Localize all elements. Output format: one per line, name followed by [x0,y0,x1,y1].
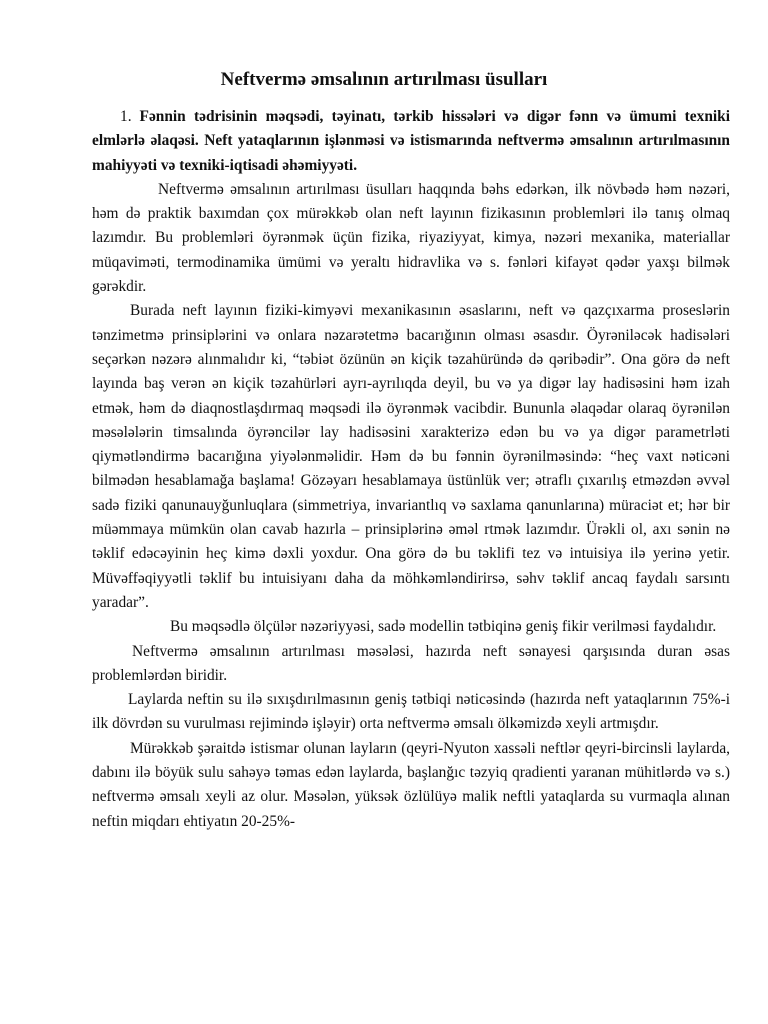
paragraph: Neftvermə əmsalının artırılması məsələsi, hazırda neft sənayesi qarşısında duran əsas problemlərdən biridir. [92,642,730,684]
paragraph: Laylarda neftin su ilə sıxışdırılmasının geniş tətbiqi nəticəsində (hazırda neft yataqlarının 75%-i ilk dövrdən su vurulması rejimində işləyir) orta neftvermə əmsalı ölkəmizdə xeyli artmışdır. [92,691,730,733]
section-number: 1. [120,108,132,125]
paragraph: Neftvermə əmsalının artırılması üsulları haqqında bəhs edərkən, ilk növbədə həm nəzəri, həm də praktik baxımdan çox mürəkkəb olan neft layının fizikasının problemləri ilə tanış olmaq lazımdır. Bu problemləri öyrənmək üçün fizika, riyaziyyat, kimya, nəzəri mexanika, materiallar müqaviməti, termodinamika ümümi və yeraltı hidravlika və s. fənləri kifayət qədər yaxşı bilmək gərəkdir. [92,180,730,296]
section-heading [92,105,730,178]
paragraph: Mürəkkəb şəraitdə istismar olunan layların (qeyri-Nyuton xassəli neftlər qeyri-bircinsli laylarda, dabını ilə böyük sulu sahəyə təmas edən laylarda, başlanğıc təzyiq qradienti yaranan mühitlərdə və s.) neftvermə əmsalı xeyli az olur. Məsələn, yüksək özlülüyə malik neftli yataqlarda su vurmaqla alınan neftin miqdarı ehtiyatın 20-25%- [92,739,730,830]
section-heading-text: Fənnin tədrisinin məqsədi, təyinatı, tərkib hissələri və digər fənn və ümumi texniki elmlərlə əlaqəsi. Neft yataqlarının işlənməsi və istismarında neftvermə əmsalının artırılmasının mahiyyəti və texniki-iqtisadi əhəmiyyəti. [92,108,730,174]
paragraph: Bu məqsədlə ölçülər nəzəriyyəsi, sadə modellin tətbiqinə geniş fikir verilməsi faydalıdır. [170,618,717,636]
page-title: Neftvermə əmsalının artırılması üsulları [220,69,548,90]
document-body [92,105,730,834]
paragraph: Burada neft layının fiziki-kimyəvi mexanikasının əsaslarını, neft və qazçıxarma proseslərin tənzimetmə prinsiplərini və onlara nəzarətetmə bacarığının olması əsasdır. Öyrəniləcək hadisələri seçərkən nəzərə alınmalıdır ki, “təbiət özünün ən kiçik təzahüründə də qəribədir”. Ona görə də neft layında baş verən ən kiçik təzahürləri ayrı-ayrılıqda deyil, bu və ya digər lay hadisəsini həm izah etmək, həm də diaqnostlaşdırmaq məqsədi ilə öyrənmək vacibdir. Bununla əlaqədar olaraq öyrənilən məsələlərin timsalında öyrəncilər lay hadisəsini xarakterizə edən bu və ya digər parametrləti qiymətləndirmə bacarığına yiyələnməlidir. Həm də bu fənnin öyrənilməsində: “heç vaxt nəticəni bilmədən hesablamağa başlama! Gözəyarı hesablamaya üstünlük ver; ətraflı çıxarılış etməzdən əvvəl sadə fiziki qanunauyğunluqlara (simmetriya, invariantlıq və saxlama qanunlarına) müraciət et; hər bir müəmmaya mümkün olan cavab hazırla – prinsiplərinə əməl rtmək lazımdır. Ürəkli ol, axı sənin nə təklif edəcəyinin heç kimə dəxli yoxdur. Ona görə də bu təklifi tez və intuisiya ilə yerinə yetir. Müvəffəqiyyətli təklif bu intuisiyanı daha da möhkəmləndirirsə, səhv təklif ancaq faydalı sarsıntı yaradar”. [92,302,730,611]
